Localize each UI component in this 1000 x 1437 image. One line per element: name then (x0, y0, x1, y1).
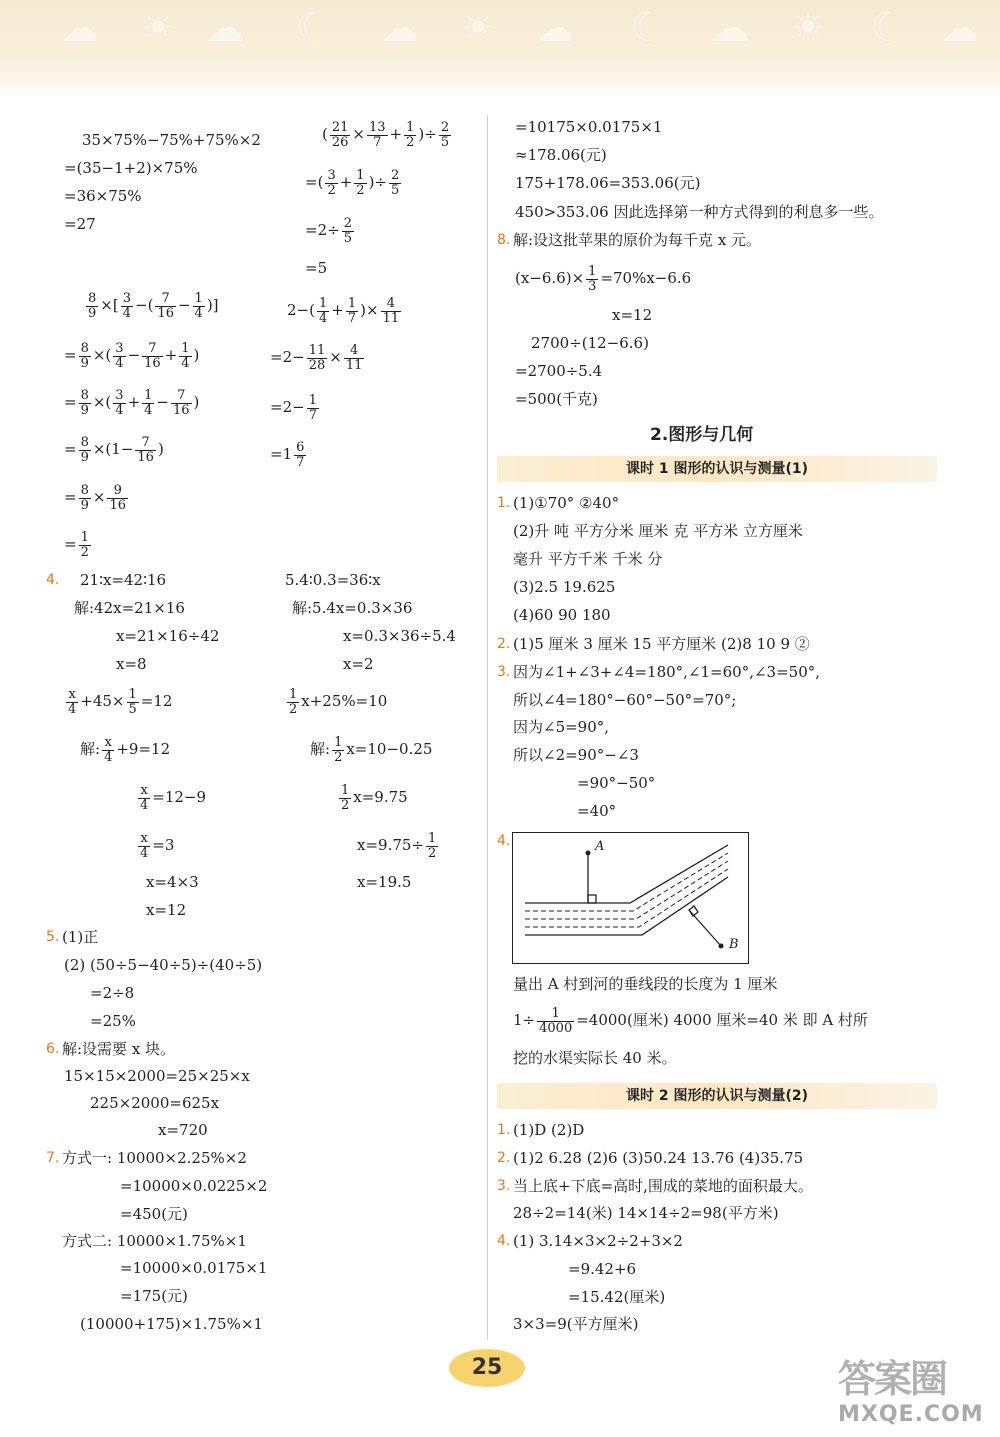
question-number: 8. (497, 232, 511, 248)
fraction: $\frac{9}{16}$ (109, 482, 126, 513)
watermark (838, 1348, 984, 1427)
calc-line: (1)①70° ②40° (513, 494, 620, 512)
calc-line: (1)D (2)D (513, 1121, 585, 1139)
calc-line: (10000+175)×1.75%×1 (80, 1315, 263, 1333)
calc-line: =15.42(厘米) (568, 1288, 666, 1306)
question-number: 4. (497, 1233, 511, 1249)
calc-line: (2)升 吨 平方分米 厘米 克 平方米 立方厘米 (513, 522, 803, 540)
fraction: $\frac{1}{7}$ (347, 295, 357, 326)
calc-line: 2700÷(12−6.6) (531, 334, 649, 352)
calc-line: =40° (577, 802, 617, 820)
calc-line: 所以∠4=180°−60°−50°=70°; (513, 691, 737, 709)
fraction: $\frac{1}{2}$ (80, 529, 89, 560)
fraction: $\frac{3}{4}$ (115, 340, 124, 371)
calc-line: = $\frac{1}{2}$ (64, 529, 89, 560)
question-number: 2. (497, 1150, 511, 1166)
moon-icon: ☾ (870, 5, 906, 51)
calc-line: =( $\frac{3}{2}$ + $\frac{1}{2}$ )÷ $\frac{2}{5}$ (305, 167, 400, 198)
calc-line: x=4×3 (146, 873, 199, 891)
calc-line: =175(元) (120, 1287, 188, 1305)
fraction: $\frac{1}{4}$ (194, 290, 203, 321)
watermark-url: MXQE.COM (838, 1402, 984, 1427)
calc-line: 解: $\frac{x}{4}$ +9=12 (80, 734, 171, 765)
question-number: 3. (497, 1178, 511, 1194)
section-title: 2.图形与几何 (650, 425, 754, 445)
moon-icon: ☾ (295, 5, 331, 51)
calc-line: =5 (305, 259, 328, 277)
calc-line: =2700÷5.4 (515, 362, 603, 380)
calc-line: = $\frac{8}{9}$ × $\frac{9}{16}$ (64, 482, 126, 513)
fraction: $\frac{2}{5}$ (440, 119, 450, 150)
fraction: $\frac{4}{11}$ (382, 295, 400, 326)
calc-line: (x−6.6)× $\frac{1}{3}$ =70%x−6.6 (515, 263, 692, 294)
calc-line: 5.4∶0.3=36∶x (285, 571, 381, 589)
cloud-rain-icon: ☁ (940, 5, 980, 51)
calc-line: (4)60 90 180 (513, 606, 611, 624)
fraction: $\frac{8}{9}$ (80, 434, 89, 465)
calc-line: =2÷8 (90, 984, 135, 1002)
watermark-logo: 答案圈 (838, 1357, 947, 1401)
calc-line: 21∶x=42∶16 (80, 571, 167, 589)
cloud-rain-icon: ☁ (535, 5, 575, 51)
moon-icon: ☾ (630, 5, 666, 51)
fraction: $\frac{1}{4000}$ (539, 1005, 573, 1036)
fraction: $\frac{11}{28}$ (308, 342, 326, 373)
calc-line: 量出 A 村到河的垂线段的长度为 1 厘米 (513, 975, 778, 993)
lesson-header: 课时 2 图形的认识与测量(2) (497, 1083, 937, 1109)
calc-line: ( $\frac{21}{26}$ × $\frac{13}{7}$ + $\frac{1}{2}$ )÷ $\frac{2}{5}$ (322, 119, 450, 150)
village-b-dot (719, 944, 724, 949)
calc-line: 当上底+下底=高时,围成的菜地的面积最大。 (513, 1177, 813, 1195)
fraction: $\frac{7}{16}$ (157, 290, 174, 321)
question-number: 1. (497, 495, 511, 511)
calc-line: (1) 3.14×3×2÷2+3×2 (513, 1232, 683, 1250)
fraction: $\frac{1}{4}$ (181, 340, 190, 371)
calc-line: x=0.3×36÷5.4 (343, 627, 456, 645)
calc-line: x=19.5 (357, 873, 412, 891)
fraction: $\frac{3}{4}$ (122, 290, 131, 321)
calc-line: 因为∠1+∠3+∠4=180°,∠1=60°,∠3=50°, (513, 663, 821, 681)
column-divider (487, 115, 488, 1340)
fraction: $\frac{1}{2}$ (341, 782, 350, 813)
fraction: $\frac{8}{9}$ (88, 290, 97, 321)
question-number: 4. (497, 833, 511, 849)
calc-line: =10175×0.0175×1 (515, 118, 663, 136)
sun-icon: ☀ (460, 5, 496, 51)
calc-line: =9.42+6 (568, 1260, 637, 1278)
fraction: $\frac{7}{16}$ (144, 340, 161, 371)
fraction: $\frac{3}{4}$ (115, 387, 124, 418)
calc-line: =2÷ $\frac{2}{5}$ (305, 215, 352, 246)
fraction: $\frac{1}{3}$ (588, 263, 597, 294)
calc-line: (1)5 厘米 3 厘米 15 平方厘米 (2)8 10 9 ② (513, 635, 810, 653)
calc-line: = $\frac{8}{9}$ ×( $\frac{3}{4}$ + $\frac{1}{4}$ − $\frac{7}{16}$ ) (64, 387, 200, 418)
calc-line: $\frac{1}{2}$ x+25%=10 (289, 686, 388, 717)
calc-line: 方式二: 10000×1.75%×1 (62, 1232, 247, 1250)
question-number: 7. (46, 1150, 60, 1166)
calc-line: 解:设这批苹果的原价为每千克 x 元。 (513, 231, 762, 249)
river-diagram (512, 832, 749, 964)
fraction: $\frac{13}{7}$ (368, 119, 386, 150)
fraction: $\frac{2}{5}$ (343, 215, 352, 246)
label-b: B (729, 937, 739, 952)
calc-line: =2− $\frac{11}{28}$ × $\frac{4}{11}$ (270, 342, 363, 373)
page-number: 25 (449, 1349, 525, 1387)
village-a-dot (586, 851, 591, 856)
calc-line: (1)正 (62, 928, 99, 946)
fraction: $\frac{8}{9}$ (80, 482, 89, 513)
calc-line: =25% (90, 1012, 136, 1030)
calc-line: 28÷2=14(米) 14×14÷2=98(平方米) (513, 1204, 779, 1222)
calc-line: =10000×0.0225×2 (120, 1177, 268, 1195)
calc-line: 挖的水渠实际长 40 米。 (513, 1049, 677, 1067)
calc-line: =27 (64, 215, 96, 233)
calc-line: x=9.75÷ $\frac{1}{2}$ (357, 830, 437, 861)
sun-icon: ☀ (140, 5, 176, 51)
calc-line: 方式一: 10000×2.25%×2 (62, 1149, 247, 1167)
fraction: $\frac{x}{4}$ (104, 734, 113, 765)
fraction: $\frac{1}{4}$ (318, 295, 328, 326)
calc-line: (3)2.5 19.625 (513, 578, 616, 596)
fraction: $\frac{x}{4}$ (140, 782, 149, 813)
calc-line: 225×2000=625x (90, 1094, 220, 1112)
calc-line: =10000×0.0175×1 (120, 1259, 268, 1277)
fraction: $\frac{1}{7}$ (308, 392, 317, 423)
lesson-header: 课时 1 图形的认识与测量(1) (497, 456, 937, 482)
fraction: $\frac{1}{5}$ (128, 686, 137, 717)
calc-line: 所以∠2=90°−∠3 (513, 746, 639, 764)
fraction: $\frac{4}{11}$ (345, 342, 363, 373)
question-number: 6. (46, 1041, 60, 1057)
calc-line: 35×75%−75%+75%×2 (82, 131, 261, 149)
calc-line: 解:5.4x=0.3×36 (292, 599, 413, 617)
calc-line: $\frac{8}{9}$ ×[ $\frac{3}{4}$ −( $\frac{7}{16}$ − $\frac{1}{4}$ )] (88, 290, 219, 321)
calc-line: (2) (50÷5−40÷5)÷(40÷5) (64, 956, 263, 974)
fraction: $\frac{8}{9}$ (80, 387, 89, 418)
calc-line: $\frac{x}{4}$ +45× $\frac{1}{5}$ =12 (68, 686, 173, 717)
fraction: $\frac{21}{26}$ (331, 119, 349, 150)
calc-line: =(35−1+2)×75% (64, 159, 198, 177)
calc-line: 解:设需要 x 块。 (62, 1040, 176, 1058)
calc-line: 15×15×2000=25×25×x (64, 1067, 250, 1085)
calc-line: $\frac{x}{4}$ =3 (140, 830, 175, 861)
calc-line: $\frac{x}{4}$ =12−9 (140, 782, 207, 813)
calc-line: x=2 (343, 655, 374, 673)
question-number: 1. (497, 1122, 511, 1138)
calc-line: 毫升 平方千米 千米 分 (513, 550, 663, 568)
fraction: $\frac{7}{16}$ (173, 387, 190, 418)
sun-icon: ☀ (790, 5, 826, 51)
fraction: $\frac{1}{2}$ (334, 734, 343, 765)
fraction: $\frac{1}{2}$ (406, 119, 415, 150)
calc-line: 因为∠5=90°, (513, 718, 610, 736)
fraction: $\frac{6}{7}$ (296, 439, 305, 470)
calc-line: 1÷ $\frac{1}{4000}$ =4000(厘米) 4000 厘米=40 米 即 A 村所 (513, 1005, 868, 1036)
label-a: A (595, 839, 605, 854)
calc-line: x=21×16÷42 (116, 627, 220, 645)
calc-line: ≈178.06(元) (515, 146, 607, 164)
cloud-rain-icon: ☁ (710, 5, 750, 51)
calc-line: = $\frac{8}{9}$ ×( $\frac{3}{4}$ − $\frac{7}{16}$ + $\frac{1}{4}$ ) (64, 340, 200, 371)
calc-line: x=720 (158, 1121, 208, 1139)
cloud-rain-icon: ☁ (205, 5, 245, 51)
cloud-rain-icon: ☁ (380, 5, 420, 51)
calc-line: =90°−50° (577, 774, 656, 792)
question-number: 2. (497, 636, 511, 652)
calc-line: $\frac{1}{2}$ x=9.75 (341, 782, 408, 813)
calc-line: 450>353.06 因此选择第一种方式得到的利息多一些。 (515, 203, 884, 221)
cloud-rain-icon: ☁ (60, 5, 100, 51)
calc-line: 解: $\frac{1}{2}$ x=10−0.25 (310, 734, 433, 765)
calc-line: 175+178.06=353.06(元) (515, 174, 701, 192)
calc-line: =36×75% (64, 187, 142, 205)
fraction: $\frac{x}{4}$ (68, 686, 77, 717)
fraction: $\frac{1}{4}$ (144, 387, 153, 418)
fraction: $\frac{8}{9}$ (80, 340, 89, 371)
fraction: $\frac{1}{2}$ (356, 167, 365, 198)
calc-line: x=12 (612, 306, 653, 324)
calc-line: (1)2 6.28 (2)6 (3)50.24 13.76 (4)35.75 (513, 1149, 804, 1167)
fraction: $\frac{1}{2}$ (428, 830, 437, 861)
calc-line: x=8 (116, 655, 147, 673)
calc-line: 解:42x=21×16 (74, 599, 185, 617)
fraction: $\frac{1}{2}$ (289, 686, 298, 717)
river-diagram-svg (513, 833, 748, 963)
calc-line: = $\frac{8}{9}$ ×(1− $\frac{7}{16}$ ) (64, 434, 164, 465)
calc-line: x=12 (146, 901, 187, 919)
question-number: 3. (497, 664, 511, 680)
calc-line: =500(千克) (515, 390, 598, 408)
calc-line: 2−( $\frac{1}{4}$ + $\frac{1}{7}$ )× $\frac{4}{11}$ (287, 295, 400, 326)
calc-line: 3×3=9(平方厘米) (513, 1315, 639, 1333)
fraction: $\frac{x}{4}$ (140, 830, 149, 861)
fraction: $\frac{3}{2}$ (327, 167, 336, 198)
question-number: 4. (46, 572, 60, 588)
calc-line: =450(元) (120, 1205, 188, 1223)
calc-line: =1 $\frac{6}{7}$ (270, 439, 305, 470)
fraction: $\frac{7}{16}$ (137, 434, 154, 465)
fraction: $\frac{2}{5}$ (391, 167, 400, 198)
calc-line: =2− $\frac{1}{7}$ (270, 392, 317, 423)
question-number: 5. (46, 929, 60, 945)
header-band (0, 0, 1000, 100)
